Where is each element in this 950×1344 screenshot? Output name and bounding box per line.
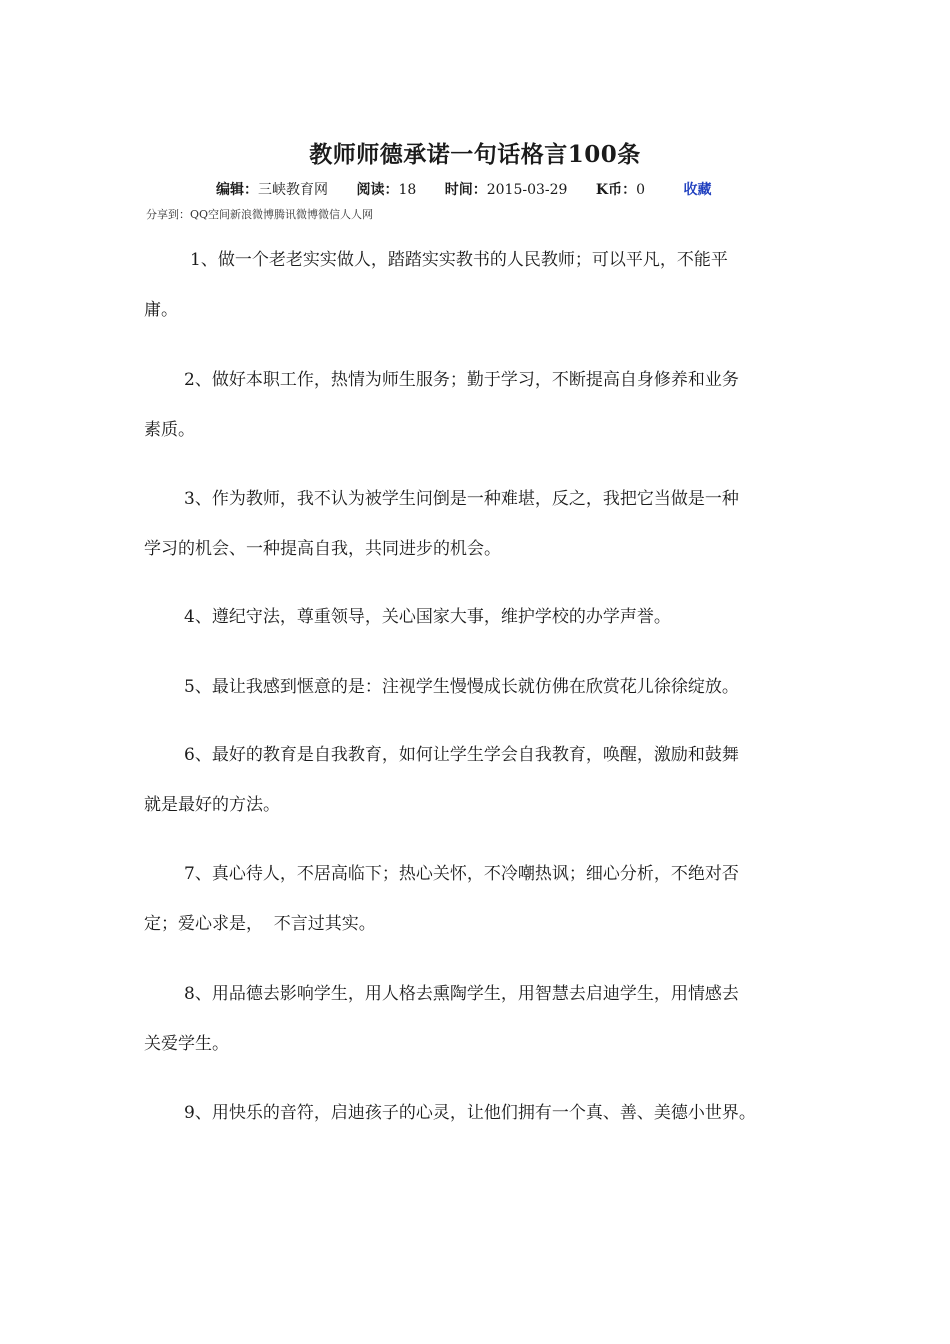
paragraph-line: 庸。: [144, 300, 178, 320]
paragraph-line: 学习的机会、一种提高自我，共同进步的机会。: [144, 539, 501, 559]
paragraph-line: 7、真心待人，不居高临下；热心关怀，不冷嘲热讽；细心分析，不绝对否: [184, 864, 739, 884]
favorite-link[interactable]: 收藏: [683, 182, 712, 198]
paragraph-line: 就是最好的方法。: [144, 795, 280, 815]
paragraph-line: 关爱学生。: [144, 1034, 229, 1054]
editor-value: 三峡教育网: [258, 182, 328, 198]
paragraph-2: [144, 355, 824, 455]
meta-time: [445, 179, 568, 199]
coin-value: 0: [636, 182, 645, 198]
paragraph-line: 9、用快乐的音符，启迪孩子的心灵，让他们拥有一个真、善、美德小世界。: [184, 1103, 756, 1123]
paragraph-7: [144, 849, 824, 949]
share-weibo-link[interactable]: 新浪微博: [230, 208, 275, 221]
reads-value: 18: [398, 182, 417, 198]
paragraph-line: 1、做一个老老实实做人，踏踏实实教书的人民教师；可以平凡，不能平: [190, 250, 728, 270]
paragraph-line: 3、作为教师，我不认为被学生问倒是一种难堪，反之，我把它当做是一种: [184, 489, 739, 509]
meta-coin: [596, 179, 645, 199]
paragraph-8: [144, 969, 824, 1069]
coin-label: K币：: [595, 182, 637, 198]
article-title: 教师师德承诺一句话格言100条: [309, 141, 641, 168]
paragraph-9: [144, 1088, 824, 1138]
meta-reads: [356, 179, 416, 199]
editor-label: 编辑：: [216, 182, 258, 198]
paragraph-3: [144, 474, 824, 574]
share-renren-link[interactable]: 人人网: [340, 208, 374, 221]
share-qzone-link[interactable]: QQ空间: [190, 208, 231, 221]
paragraph-line: 6、最好的教育是自我教育，如何让学生学会自我教育，唤醒，激励和鼓舞: [184, 745, 739, 765]
paragraph-line: 2、做好本职工作，热情为师生服务；勤于学习，不断提高自身修养和业务: [184, 370, 739, 390]
share-label: 分享到：: [146, 208, 190, 221]
paragraph-line: 4、遵纪守法，尊重领导，关心国家大事，维护学校的办学声誉。: [184, 607, 671, 627]
paragraph-4: [144, 592, 824, 642]
reads-label: 阅读：: [356, 182, 399, 198]
paragraph-6: [144, 730, 824, 830]
share-bar: [146, 206, 373, 222]
article-meta: [216, 179, 711, 199]
meta-editor: [216, 179, 328, 199]
time-label: 时间：: [444, 182, 487, 198]
share-tencent-weibo-link[interactable]: 腾讯微博: [274, 208, 319, 221]
paragraph-line: 素质。: [144, 420, 195, 440]
share-wechat-link[interactable]: 微信: [318, 208, 341, 221]
paragraph-line: 5、最让我感到惬意的是：注视学生慢慢成长就仿佛在欣赏花儿徐徐绽放。: [184, 677, 739, 697]
paragraph-line: 8、用品德去影响学生，用人格去熏陶学生，用智慧去启迪学生，用情感去: [184, 984, 739, 1004]
paragraph-line: 定；爱心求是， 不言过其实。: [144, 914, 376, 934]
paragraph-1: [144, 235, 830, 335]
paragraph-5: [144, 662, 824, 712]
time-value: 2015-03-29: [486, 182, 568, 198]
